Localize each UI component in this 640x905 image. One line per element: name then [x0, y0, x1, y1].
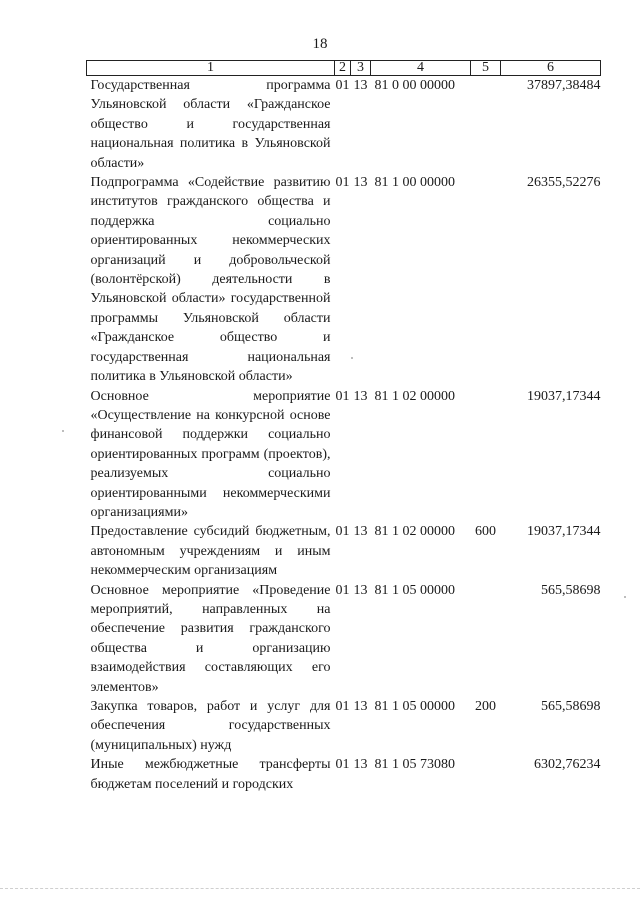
row-subsection: 13 — [353, 388, 368, 404]
row-name: Подпрограмма «Содействие развитию институтов гражданского общества и поддержка социально ориентированных некоммерческих организаций и добровольческой (волонтёрской) деятельности в Ульяновской области» государственной программы Ульяновской области «Гражданское общество и государственная национальная политика в Ульяновской области» — [90, 175, 331, 385]
row-section: 01 — [335, 78, 350, 93]
row-section: 01 — [335, 388, 350, 404]
row-amount: 6302,76234 — [534, 757, 601, 773]
table-header-row — [87, 61, 601, 76]
column-header-5: 5 — [471, 61, 501, 76]
row-name: Иные межбюджетные трансферты бюджетам поселений и городских — [90, 757, 331, 792]
row-name: Основное мероприятие «Проведение мероприятий, направленных на обеспечение развития гражданского общества и организацию взаимодействия составляющих его элементов» — [90, 582, 331, 695]
row-expense-type — [471, 755, 501, 794]
column-header-3: 3 — [351, 61, 371, 76]
row-expense-type: 200 — [475, 699, 496, 714]
row-expense-type — [471, 387, 501, 523]
budget-table — [86, 60, 601, 794]
row-target-code: 81 1 05 00000 — [374, 582, 455, 598]
row-subsection: 13 — [353, 757, 368, 773]
row-subsection: 13 — [353, 699, 368, 714]
table-row — [87, 522, 601, 580]
row-target-code: 81 1 02 00000 — [374, 524, 455, 540]
row-section: 01 — [335, 524, 350, 540]
column-header-2: 2 — [335, 61, 351, 76]
row-subsection: 13 — [353, 78, 368, 93]
scan-artifact-line — [0, 888, 640, 890]
column-header-4: 4 — [371, 61, 471, 76]
row-subsection: 13 — [353, 524, 368, 540]
row-section: 01 — [335, 175, 350, 191]
row-name: Предоставление субсидий бюджетным, автономным учреждениям и иным некоммерческим организациям — [90, 524, 331, 579]
row-amount: 19037,17344 — [527, 388, 601, 404]
row-amount: 19037,17344 — [527, 524, 601, 540]
row-expense-type — [471, 173, 501, 386]
scan-artifact-dot — [624, 596, 626, 598]
row-target-code: 81 1 02 00000 — [374, 388, 455, 404]
row-target-code: 81 1 05 73080 — [374, 757, 455, 773]
row-target-code: 81 1 05 00000 — [374, 699, 455, 714]
row-section: 01 — [335, 699, 350, 714]
column-header-6: 6 — [501, 61, 601, 76]
table-row — [87, 173, 601, 386]
scan-artifact-dot — [351, 357, 353, 359]
row-subsection: 13 — [353, 175, 368, 191]
table-row — [87, 697, 601, 755]
table-row — [87, 387, 601, 523]
row-name: Государственная программа Ульяновской области «Гражданское общество и государственная национальная политика в Ульяновской области» — [90, 78, 331, 171]
column-header-1: 1 — [87, 61, 335, 76]
table-row — [87, 76, 601, 174]
scan-artifact-dot — [62, 430, 64, 432]
row-amount: 26355,52276 — [527, 175, 601, 191]
row-target-code: 81 1 00 00000 — [374, 175, 455, 191]
row-expense-type: 600 — [475, 524, 496, 540]
row-name: Основное мероприятие «Осуществление на конкурсной основе финансовой поддержки социально ориентированных программ (проектов), реализуемых социально ориентированными некоммерческими организациями» — [90, 388, 331, 520]
row-name: Закупка товаров, работ и услуг для обеспечения государственных (муниципальных) нужд — [90, 699, 331, 753]
row-subsection: 13 — [353, 582, 368, 598]
table-row — [87, 755, 601, 794]
row-amount: 565,58698 — [541, 582, 601, 598]
row-amount: 37897,38484 — [527, 78, 601, 93]
row-expense-type — [471, 76, 501, 174]
row-section: 01 — [335, 757, 350, 773]
row-amount: 565,58698 — [541, 699, 601, 714]
table-row — [87, 581, 601, 697]
row-target-code: 81 0 00 00000 — [374, 78, 455, 93]
row-section: 01 — [335, 582, 350, 598]
page-number: 18 — [312, 36, 328, 52]
row-expense-type — [471, 581, 501, 697]
